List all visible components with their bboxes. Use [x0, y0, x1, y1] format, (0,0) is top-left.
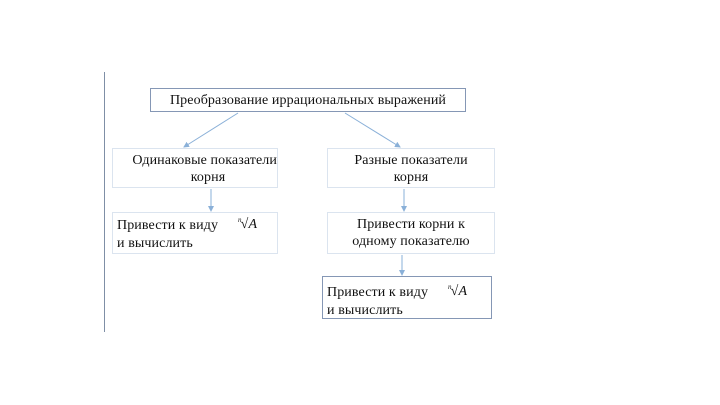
step-common-exponent — [327, 212, 495, 254]
step-line1: Привести корни к — [357, 217, 465, 232]
action-same-line2: и вычислить — [117, 236, 193, 251]
arrow-title-to-diff — [345, 113, 400, 147]
nth-root-formula: $^n$√A — [238, 216, 258, 232]
branch-same-line1: Одинаковые показатели — [132, 153, 277, 168]
diagram-title: Преобразование иррациональных выражений — [169, 93, 447, 108]
branch-different-exponents — [327, 148, 495, 188]
diagram-title-box — [150, 88, 466, 112]
action-diff-line2: и вычислить — [327, 303, 403, 318]
branch-same-line2: корня — [190, 170, 226, 185]
action-same-reduce — [112, 212, 278, 254]
branch-diff-line2: корня — [393, 170, 429, 185]
nth-root-formula: $^n$√A — [448, 283, 468, 299]
action-diff-line1: Привести к виду — [327, 285, 429, 300]
arrow-title-to-same — [184, 113, 238, 147]
branch-same-exponents — [112, 148, 278, 188]
action-diff-reduce — [322, 276, 492, 319]
action-same-line1: Привести к виду — [117, 218, 219, 233]
step-line2: одному показателю — [352, 234, 470, 249]
branch-diff-line1: Разные показатели — [354, 153, 468, 168]
